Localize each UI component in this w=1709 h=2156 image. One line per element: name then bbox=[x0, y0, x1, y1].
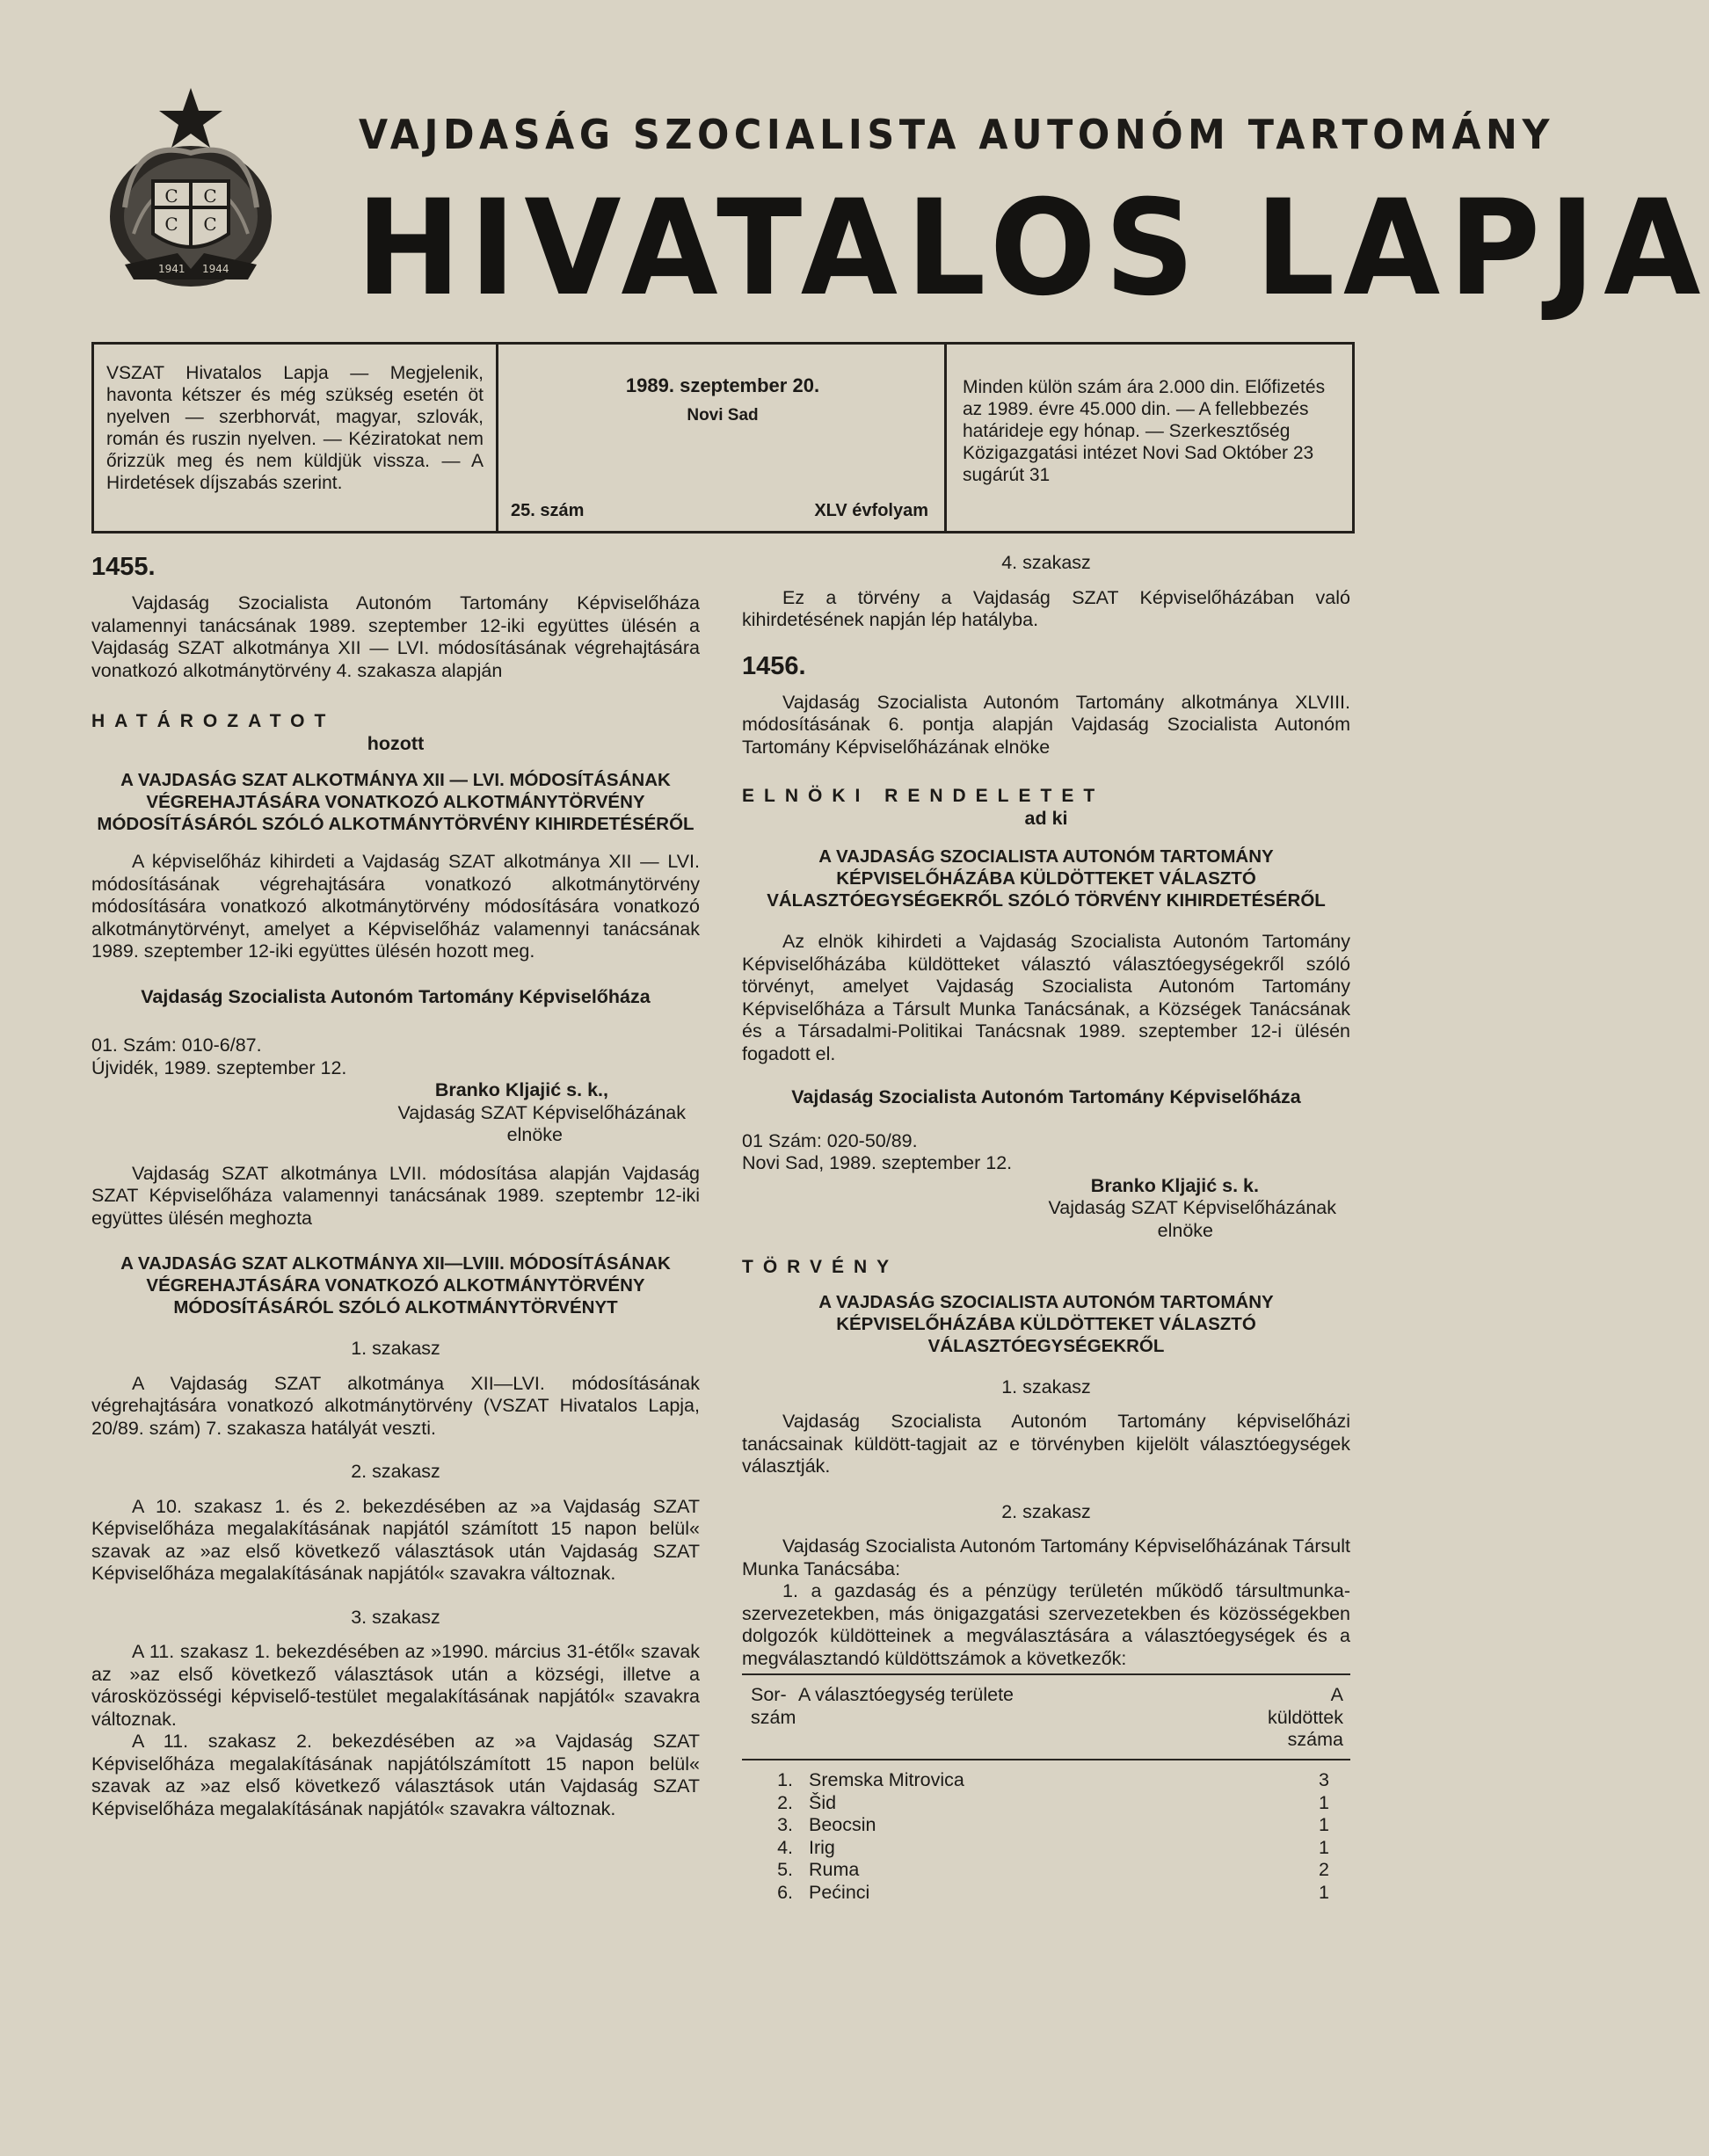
row-count: 1 bbox=[1319, 1814, 1329, 1835]
doc1-signer: Branko Kljajić s. k., bbox=[434, 1079, 608, 1100]
doc1-signer-role: Vajdaság SZAT Képviselőházának bbox=[397, 1101, 686, 1123]
law-title: A VAJDASÁG SZOCIALISTA AUTONÓM TARTOMÁNY KÉPVISELŐHÁZÁBA KÜLDÖTTEKET VÁLASZTÓ VÁLASZTÓEGYSÉGEKRŐL bbox=[818, 1291, 1274, 1356]
doc1-issuer: Vajdaság Szocialista Autonóm Tartomány Képviselőháza bbox=[141, 985, 651, 1007]
table-row bbox=[742, 1859, 1350, 1882]
doc1-signature bbox=[91, 1079, 700, 1147]
doc2-section-2-heading: 2. szakasz bbox=[351, 1461, 440, 1482]
row-number: 5. bbox=[777, 1859, 793, 1880]
doc2-section-3-body-1: A 11. szakasz 1. bekezdésében az »1990. március 31-étől« szavak az »az első következő választások után a községi, illetve a városközösségi képviselő-testület megalakításának napjától« szavakra változnak. bbox=[91, 1641, 700, 1730]
info-issue bbox=[498, 345, 947, 531]
law-section-1-heading: 1. szakasz bbox=[1001, 1376, 1091, 1397]
doc1-signer-title: elnöke bbox=[506, 1124, 563, 1145]
svg-text:C: C bbox=[164, 214, 178, 235]
table-col-area: A választóegység területe bbox=[798, 1684, 1014, 1705]
doc2-intro: Vajdaság SZAT alkotmánya LVII. módosítása alapján Vajdaság SZAT Képviselőháza valamennyi tanácsának 1989. szeptembr 12-iki együttes ülésén meghozta bbox=[91, 1162, 700, 1229]
table-row bbox=[742, 1769, 1350, 1792]
issue-date: 1989. szeptember 20. bbox=[625, 374, 820, 396]
doc1-body: A képviselőház kihirdeti a Vajdaság SZAT alkotmánya XII — LVI. módosításának végrehajtására vonatkozó alkotmánytörvény módosítására vonatkozó alkotmánytörvény módosítására vonatkozó alkotmánytörvényt, amelyet a Képviselőház valamennyi tanácsának 1989. szeptember 12-iki együttes ülésén hozott meg. bbox=[91, 851, 700, 962]
doc3-signer: Branko Kljajić s. k. bbox=[1090, 1174, 1259, 1196]
row-number: 1. bbox=[777, 1769, 793, 1790]
left-column bbox=[91, 552, 700, 1820]
table-row bbox=[742, 1792, 1350, 1815]
law-type: TÖRVÉNY bbox=[742, 1257, 899, 1277]
doc2-section-2-body: A 10. szakasz 1. és 2. bekezdésében az »a Vajdaság SZAT Képviselőháza megalakításának napjától számított 15 napon belül« szavak az »az első következő választások után Vajdaság SZAT Képviselőháza megalakításának napjától« szavakra változnak. bbox=[91, 1495, 700, 1584]
info-price bbox=[947, 345, 1352, 531]
law-section-2-body-2: 1. a gazdaság és a pénzügy területén működő társultmunka-szervezetekben, más önigazgatási szervezetekben és közösségekben dolgozók küldötteinek a megválasztására a választóegységek és a megválasztandó küldöttszámok a következők: bbox=[742, 1580, 1350, 1669]
svg-text:C: C bbox=[164, 185, 178, 207]
issue-volume: XLV évfolyam bbox=[814, 501, 928, 520]
doc1-place-date: Újvidék, 1989. szeptember 12. bbox=[91, 1056, 347, 1078]
row-number: 3. bbox=[777, 1814, 793, 1835]
doc2-section-4-heading: 4. szakasz bbox=[1001, 552, 1091, 573]
row-area: Sremska Mitrovica bbox=[809, 1769, 964, 1790]
district-table-body bbox=[742, 1769, 1350, 1904]
doc2-section-3-body-2: A 11. szakasz 2. bekezdésében az »a Vajdaság SZAT Képviselőháza megalakításának napjátólszámított 15 napon belül« szavak az »az első következő választások után Vajdaság SZAT Képviselőháza megalakításának napjától« szavakra változnak. bbox=[91, 1731, 700, 1819]
coat-of-arms-icon bbox=[98, 84, 283, 295]
doc3-issuer: Vajdaság Szocialista Autonóm Tartomány Képviselőháza bbox=[791, 1086, 1301, 1107]
issue-number: 25. szám bbox=[511, 501, 585, 520]
row-count: 1 bbox=[1319, 1881, 1329, 1903]
row-number: 6. bbox=[777, 1881, 793, 1903]
row-area: Ruma bbox=[809, 1859, 860, 1880]
issue-city: Novi Sad bbox=[687, 406, 759, 425]
row-area: Pećinci bbox=[809, 1881, 870, 1903]
row-number: 2. bbox=[777, 1791, 793, 1813]
emblem-year-1944: 1944 bbox=[202, 263, 229, 275]
masthead-title: HIVATALOS LAPJA bbox=[356, 172, 1709, 325]
row-area: Irig bbox=[809, 1836, 835, 1858]
doc2-section-1-heading: 1. szakasz bbox=[351, 1338, 440, 1359]
table-col-number: Sor-szám bbox=[751, 1684, 796, 1728]
doc3-signature bbox=[742, 1175, 1350, 1243]
right-column bbox=[742, 552, 1350, 1904]
svg-text:C: C bbox=[203, 214, 217, 235]
row-number: 4. bbox=[777, 1836, 793, 1858]
info-box bbox=[91, 342, 1355, 534]
doc3-body: Az elnök kihirdeti a Vajdaság Szocialista Autonóm Tartomány Képviselőházába küldötteket választó választóegységekről szóló törvényt, amelyet Vajdaság Szocialista Autonóm Tartomány Képviselőháza a Társult Munka Tanácsának, a Községek Tanácsának és a Társadalmi-Politikai Tanácsnak 1989. szeptember 12-i ülésén fogadott el. bbox=[742, 931, 1350, 1064]
doc3-type: ELNÖKI RENDELETET bbox=[742, 786, 1105, 806]
doc3-place-date: Novi Sad, 1989. szeptember 12. bbox=[742, 1152, 1013, 1173]
svg-text:C: C bbox=[203, 185, 217, 207]
doc2-section-3-heading: 3. szakasz bbox=[351, 1606, 440, 1628]
doc2-title: A VAJDASÁG SZAT ALKOTMÁNYA XII—LVIII. MÓDOSÍTÁSÁNAK VÉGREHAJTÁSÁRA VONATKOZÓ ALKOTMÁNYTÖRVÉNY MÓDOSÍTÁSÁRÓL SZÓLÓ ALKOTMÁNYTÖRVÉNYT bbox=[120, 1253, 671, 1318]
law-section-2-heading: 2. szakasz bbox=[1001, 1500, 1091, 1522]
doc1-title: A VAJDASÁG SZAT ALKOTMÁNYA XII — LVI. MÓDOSÍTÁSÁNAK VÉGREHAJTÁSÁRA VONATKOZÓ ALKOTMÁNYTÖRVÉNY MÓDOSÍTÁSÁRÓL SZÓLÓ ALKOTMÁNYTÖRVÉNY KIHIRDETÉSÉRŐL bbox=[97, 770, 695, 834]
doc3-title: A VAJDASÁG SZOCIALISTA AUTONÓM TARTOMÁNY KÉPVISELŐHÁZÁBA KÜLDÖTTEKET VÁLASZTÓ VÁLASZTÓEGYSÉGEKRŐL SZÓLÓ TÖRVÉNY KIHIRDETÉSÉRŐL bbox=[767, 846, 1326, 911]
row-count: 1 bbox=[1319, 1791, 1329, 1813]
emblem-year-1941: 1941 bbox=[158, 263, 185, 275]
info-right-text: Minden külön szám ára 2.000 din. Előfizetés az 1989. évre 45.000 din. — A fellebbezés határideje egy hónap. — Szerkesztőség Közigazgatási intézet Novi Sad Október 23 sugárút 31 bbox=[963, 377, 1326, 485]
row-count: 2 bbox=[1319, 1859, 1329, 1880]
table-row bbox=[742, 1837, 1350, 1860]
doc-number-1455: 1455. bbox=[91, 553, 156, 581]
table-row bbox=[742, 1814, 1350, 1837]
doc3-signer-title: elnöke bbox=[1157, 1219, 1213, 1241]
doc1-type-sub: hozott bbox=[367, 732, 425, 754]
doc-number-1456: 1456. bbox=[742, 651, 806, 680]
law-section-2-body-1: Vajdaság Szocialista Autonóm Tartomány Képviselőházának Társult Munka Tanácsába: bbox=[742, 1535, 1350, 1579]
table-row bbox=[742, 1882, 1350, 1905]
doc3-type-sub: ad ki bbox=[1024, 807, 1068, 829]
doc1-intro: Vajdaság Szocialista Autonóm Tartomány Képviselőháza valamennyi tanácsának 1989. szeptember 12-iki együttes ülésén a Vajdaság SZAT alkotmánya XII — LVI. módosításának végrehajtására vonatkozó alkotmánytörvény 4. szakasza alapján bbox=[91, 592, 700, 681]
masthead-subtitle: VAJDASÁG SZOCIALISTA AUTONÓM TARTOMÁNY bbox=[359, 111, 1555, 158]
row-area: Beocsin bbox=[809, 1814, 876, 1835]
doc3-signer-role: Vajdaság SZAT Képviselőházának bbox=[1048, 1197, 1336, 1218]
row-area: Šid bbox=[809, 1791, 837, 1813]
law-section-1-body: Vajdaság Szocialista Autonóm Tartomány képviselőházi tanácsainak küldött-tagjait az e törvényben kijelölt választóegységek választják. bbox=[742, 1411, 1350, 1477]
row-count: 1 bbox=[1319, 1836, 1329, 1858]
district-table-header bbox=[742, 1673, 1350, 1760]
doc2-section-4-body: Ez a törvény a Vajdaság SZAT Képviselőházában való kihirdetésének napján lép hatályba. bbox=[742, 586, 1350, 630]
doc1-type: HATÁROZATOT bbox=[91, 711, 336, 731]
doc1-ref: 01. Szám: 010-6/87. bbox=[91, 1034, 262, 1056]
info-publication-terms bbox=[94, 345, 498, 531]
info-left-text: VSZAT Hivatalos Lapja — Megjelenik, havonta kétszer és még szükség esetén öt nyelven — szerbhorvát, magyar, szlovák, román és ruszin nyelven. — Kéziratokat nem őrizzük meg és nem küldjük vissza. — A Hirdetések díjszabás szerint. bbox=[106, 363, 484, 493]
doc2-section-1-body: A Vajdaság SZAT alkotmánya XII—LVI. módosításának végrehajtására vonatkozó alkotmánytörvény (VSZAT Hivatalos Lapja, 20/89. szám) 7. szakasza hatályát veszti. bbox=[91, 1372, 700, 1439]
row-count: 3 bbox=[1319, 1769, 1329, 1790]
doc3-intro: Vajdaság Szocialista Autonóm Tartomány alkotmánya XLVIII. módosításának 6. pontja alapján Vajdaság Szocialista Autonóm Tartomány Képviselőházának elnöke bbox=[742, 691, 1350, 758]
table-col-count: A küldöttek száma bbox=[1267, 1684, 1343, 1750]
doc3-ref: 01 Szám: 020-50/89. bbox=[742, 1129, 918, 1151]
